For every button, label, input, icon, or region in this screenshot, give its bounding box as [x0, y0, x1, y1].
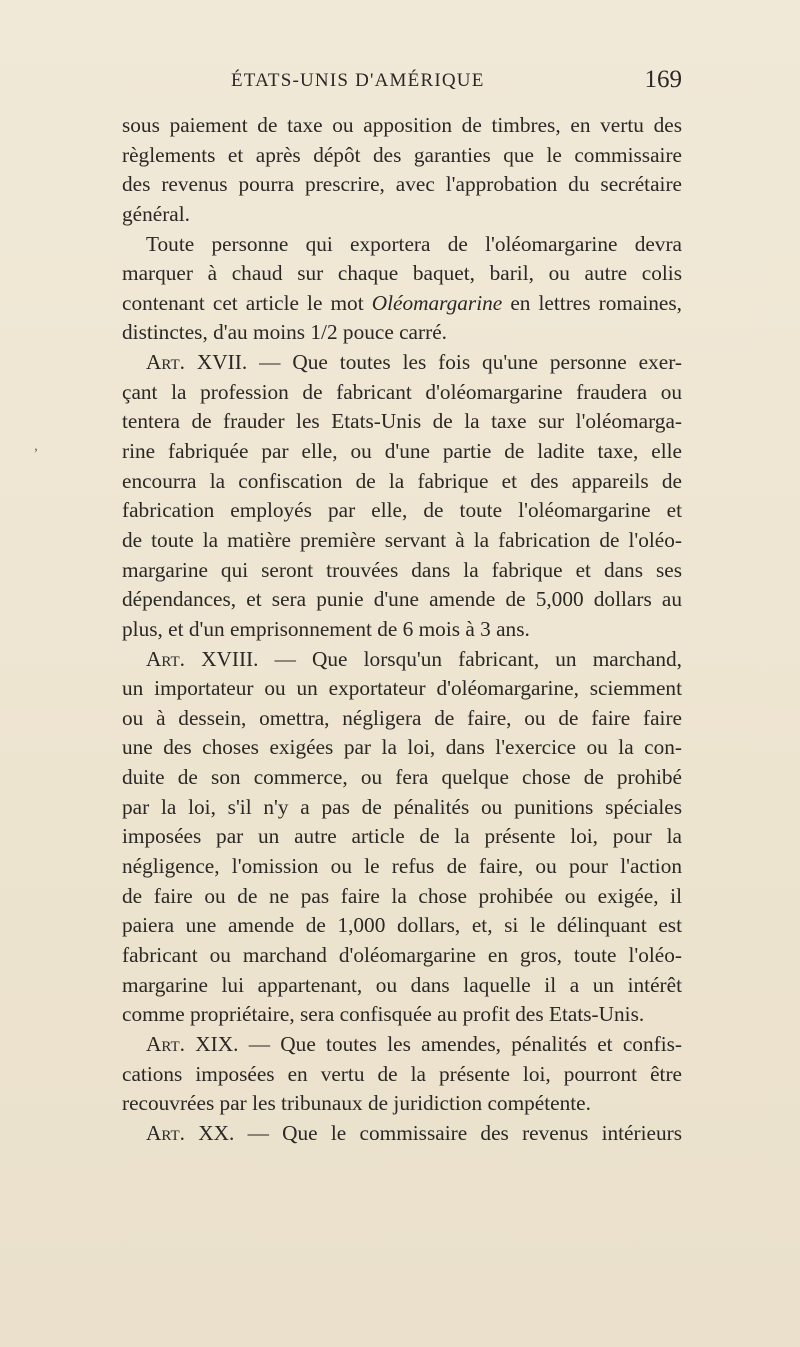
text-line: par la loi, s'il n'y a pas de pénalités ou punitions spéciales — [122, 794, 682, 819]
margin-mark: , — [34, 437, 38, 454]
italic-term: Oléomargarine — [371, 290, 503, 315]
text-line: duite de son commerce, ou fera quelque chose de prohibé — [122, 765, 682, 790]
article-text: XVIII. — Que lorsqu'un fabricant, un marchand, — [184, 646, 682, 671]
body-text — [122, 111, 682, 1148]
page-number: 169 — [644, 66, 682, 93]
article-label: Art. — [146, 350, 185, 375]
text-line: comme propriétaire, sera confisquée au profit des Etats-Unis. — [122, 1002, 645, 1027]
article-heading-line — [122, 1030, 682, 1060]
text-line: un importateur ou un exportateur d'oléomargarine, sciemment — [122, 676, 682, 701]
text-line: cations imposées en vertu de la présente loi, pourront être — [122, 1061, 682, 1086]
article-text: XIX. — Que toutes les amendes, pénalités et confis- — [184, 1031, 682, 1056]
text-line: plus, et d'un emprisonnement de 6 mois à 3 ans. — [122, 616, 530, 641]
text-line: ou à dessein, omettra, négligera de faire, ou de faire faire — [122, 705, 682, 730]
text-line: fabricant ou marchand d'oléomargarine en gros, toute l'oléo- — [122, 942, 682, 967]
text-segment: contenant cet article le mot — [122, 290, 372, 315]
text-line: rine fabriquée par elle, ou d'une partie de ladite taxe, elle — [122, 439, 682, 464]
text-line — [122, 289, 682, 319]
text-line: sous paiement de taxe ou apposition de timbres, en vertu des — [122, 113, 682, 137]
text-line: encourra la confiscation de la fabrique et des appareils de — [122, 468, 682, 493]
article-label: Art. — [146, 1120, 185, 1145]
text-line: une des choses exigées par la loi, dans l'exercice ou la con- — [122, 735, 682, 760]
running-title: ÉTATS-UNIS D'AMÉRIQUE — [231, 70, 485, 91]
text-line: négligence, l'omission ou le refus de faire, ou pour l'action — [122, 854, 682, 879]
text-line: de faire ou de ne pas faire la chose prohibée ou exigée, il — [122, 883, 682, 908]
text-line: margarine qui seront trouvées dans la fabrique et dans ses — [122, 557, 682, 582]
text-line: règlements et après dépôt des garanties que le commissaire — [122, 142, 682, 167]
text-line: recouvrées par les tribunaux de juridiction compétente. — [122, 1091, 591, 1116]
text-line: dépendances, et sera punie d'une amende de 5,000 dollars au — [122, 587, 682, 612]
article-heading-line — [122, 1119, 682, 1149]
text-line: fabrication employés par elle, de toute l'oléomargarine et — [122, 498, 682, 523]
text-line: distinctes, d'au moins 1/2 pouce carré. — [122, 320, 447, 345]
text-line: paiera une amende de 1,000 dollars, et, si le délinquant est — [122, 913, 682, 938]
article-heading-line — [122, 348, 682, 378]
text-line: imposées par un autre article de la présente loi, pour la — [122, 824, 682, 849]
article-label: Art. — [146, 646, 185, 671]
text-line: margarine lui appartenant, ou dans laquelle il a un intérêt — [122, 972, 682, 997]
running-header — [122, 66, 682, 106]
text-line: des revenus pourra prescrire, avec l'approbation du secrétaire — [122, 172, 682, 197]
text-segment: en lettres romaines, — [502, 290, 682, 315]
article-text: XVII. — Que toutes les fois qu'une personne exer- — [184, 350, 682, 375]
article-heading-line — [122, 645, 682, 675]
article-text: XX. — Que le commissaire des revenus intérieurs — [184, 1120, 682, 1145]
text-line: de toute la matière première servant à la fabrication de l'oléo- — [122, 527, 682, 552]
text-line: Toute personne qui exportera de l'oléomargarine devra — [146, 231, 682, 256]
article-label: Art. — [146, 1031, 185, 1056]
text-line: général. — [122, 201, 190, 226]
text-line: çant la profession de fabricant d'oléomargarine fraudera ou — [122, 379, 682, 404]
text-line: marquer à chaud sur chaque baquet, baril, ou autre colis — [122, 261, 682, 286]
text-line: tentera de frauder les Etats-Unis de la taxe sur l'oléomarga- — [122, 409, 682, 434]
